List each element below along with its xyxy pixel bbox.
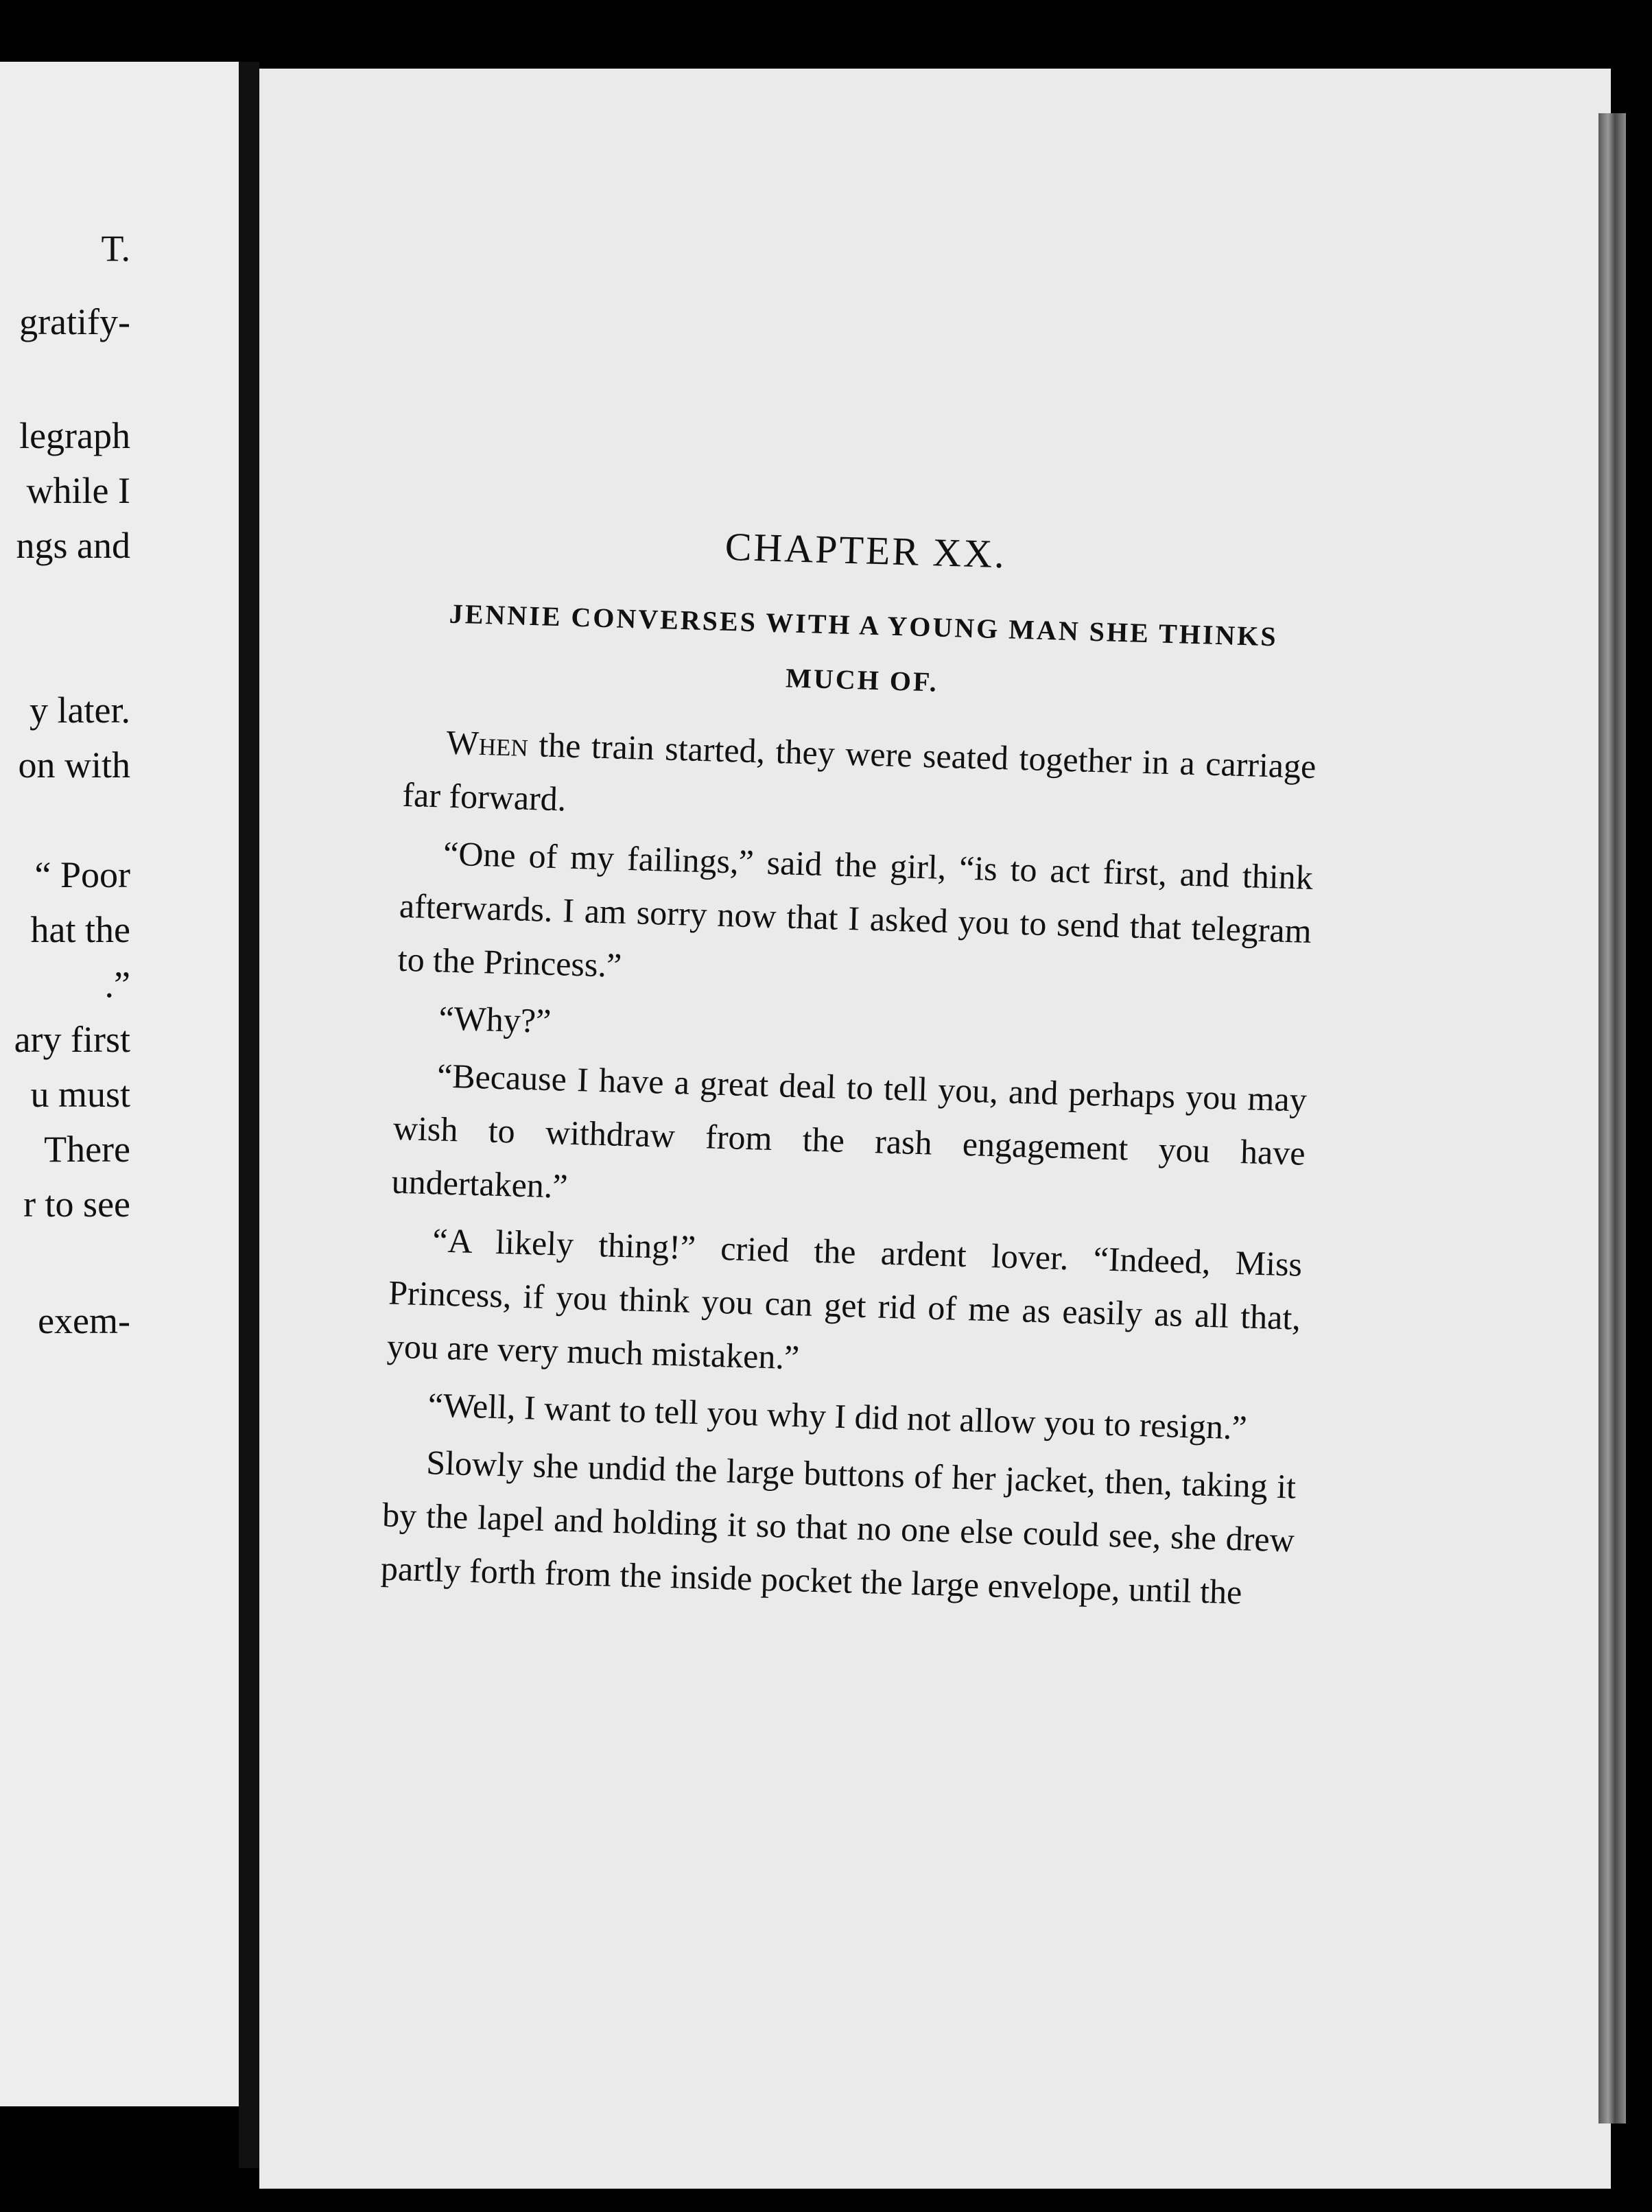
left-text-fragment: T. [101,228,130,269]
paragraph: “Because I have a great deal to tell you, and perhaps you may wish to withdraw from the rash engagement you have undertaken.” [391,1056,1308,1205]
left-text-fragment: y later. [30,690,130,731]
paragraph [402,714,1317,847]
paragraph: “Well, I want to tell you why I did not allow you to resign.” [427,1385,1248,1447]
paragraph: “A likely thing!” cried the ardent lover. “Indeed, Miss Princess, if you think you can get rid of me as easily as all that, you are very much mistaken.” [386,1221,1303,1377]
left-text-fragment: while I [26,470,130,511]
left-text-fragment: There [44,1129,130,1170]
right-page [259,69,1611,2189]
chapter-text-block [380,515,1322,1621]
left-text-fragment: u must [30,1074,130,1115]
left-text-fragment: “ Poor [34,854,130,895]
left-text-fragment: ngs and [16,525,130,566]
chapter-subtitle: JENNIE CONVERSES WITH A YOUNG MAN SHE THINKS MUCH OF. [449,598,1279,698]
paragraph: “One of my failings,” said the girl, “is to act first, and think afterwards. I am sorry now that I asked you to send that telegram to the Princess.” [397,834,1314,985]
paragraph-text: the train started, they were seated together in a carriage far forward. [401,725,1317,819]
paragraph: “Why?” [438,998,552,1041]
left-text-fragment: r to see [23,1184,130,1225]
chapter-title: CHAPTER XX. [724,523,1007,577]
paragraph-lead-word: When [445,722,529,764]
left-text-fragment: exem- [38,1300,130,1341]
book-gutter [239,62,259,2168]
left-text-fragment: .” [104,964,130,1005]
page-stack-edge [1598,113,1626,2123]
paragraph: Slowly she undid the large buttons of her jacket, then, taking it by the lapel and holding it so that no one else could see, she drew partly forth from the inside pocket the large envelope, until the [380,1443,1297,1612]
left-text-fragment: hat the [30,909,130,950]
left-text-fragment: on with [18,744,130,786]
left-text-fragment: gratify- [19,301,130,342]
left-page [0,62,239,2106]
left-text-fragment: legraph [19,415,130,456]
left-text-fragment: ary first [14,1019,130,1060]
